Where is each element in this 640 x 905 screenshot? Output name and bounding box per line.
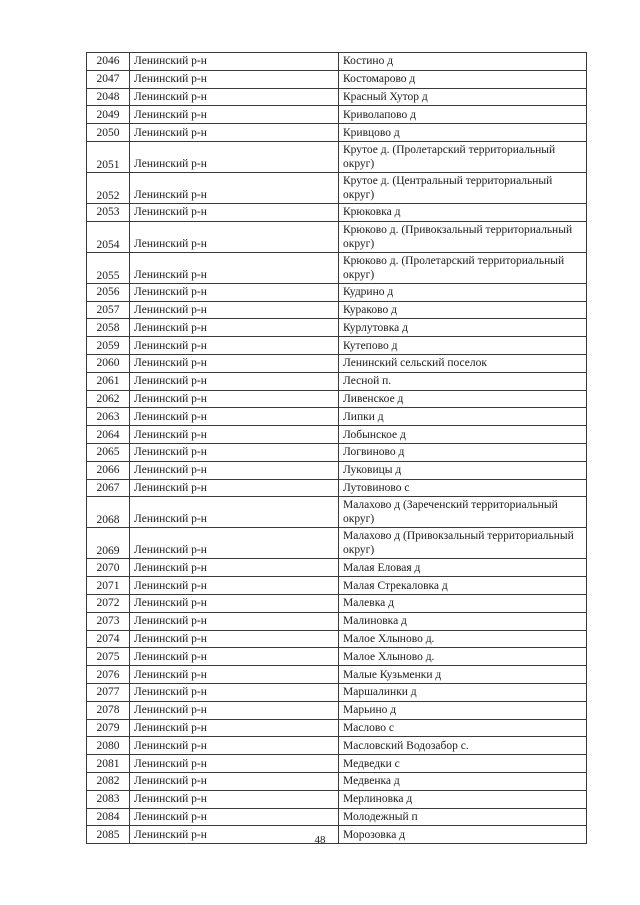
settlement-name-cell: Медведки с (339, 755, 587, 773)
settlement-name-cell: Красный Хутор д (339, 88, 587, 106)
table-row (87, 648, 587, 666)
district-cell: Ленинский р-н (130, 826, 339, 844)
table-row (87, 666, 587, 684)
row-number: 2077 (87, 683, 130, 701)
district-cell: Ленинский р-н (130, 408, 339, 426)
settlement-name-cell: Лутовиново с (339, 479, 587, 497)
table-row (87, 755, 587, 773)
settlement-name-cell: Молодежный п (339, 808, 587, 826)
district-cell: Ленинский р-н (130, 354, 339, 372)
row-number: 2049 (87, 106, 130, 124)
table-row (87, 390, 587, 408)
table-row (87, 203, 587, 221)
table-row (87, 301, 587, 319)
district-cell: Ленинский р-н (130, 719, 339, 737)
table-row (87, 408, 587, 426)
district-cell: Ленинский р-н (130, 172, 339, 203)
table-row (87, 559, 587, 577)
district-cell: Ленинский р-н (130, 70, 339, 88)
table-row (87, 88, 587, 106)
row-number: 2081 (87, 755, 130, 773)
row-number: 2062 (87, 390, 130, 408)
table-row (87, 124, 587, 142)
row-number: 2052 (87, 172, 130, 203)
district-cell: Ленинский р-н (130, 426, 339, 444)
district-cell: Ленинский р-н (130, 53, 339, 71)
row-number: 2046 (87, 53, 130, 71)
settlement-name-cell: Медвенка д (339, 772, 587, 790)
table-row (87, 737, 587, 755)
table-row (87, 354, 587, 372)
district-cell: Ленинский р-н (130, 372, 339, 390)
settlement-name-cell: Малые Кузьменки д (339, 666, 587, 684)
row-number: 2070 (87, 559, 130, 577)
row-number: 2073 (87, 612, 130, 630)
district-cell: Ленинский р-н (130, 390, 339, 408)
table-row (87, 683, 587, 701)
row-number: 2085 (87, 826, 130, 844)
row-number: 2065 (87, 443, 130, 461)
table-row (87, 252, 587, 283)
settlement-name-cell: Костомарово д (339, 70, 587, 88)
table-row (87, 70, 587, 88)
settlement-name-cell: Курлутовка д (339, 319, 587, 337)
district-cell: Ленинский р-н (130, 790, 339, 808)
table-row (87, 719, 587, 737)
district-cell: Ленинский р-н (130, 124, 339, 142)
table-row (87, 479, 587, 497)
settlement-name-cell: Лобынское д (339, 426, 587, 444)
district-cell: Ленинский р-н (130, 808, 339, 826)
settlement-name-cell: Кривцово д (339, 124, 587, 142)
table-body (87, 53, 587, 844)
district-cell: Ленинский р-н (130, 141, 339, 172)
row-number: 2055 (87, 252, 130, 283)
district-cell: Ленинский р-н (130, 594, 339, 612)
district-cell: Ленинский р-н (130, 221, 339, 252)
district-cell: Ленинский р-н (130, 755, 339, 773)
row-number: 2068 (87, 497, 130, 528)
settlement-name-cell: Крюково д. (Пролетарский территориальный округ) (339, 252, 587, 283)
district-cell: Ленинский р-н (130, 772, 339, 790)
table-row (87, 283, 587, 301)
row-number: 2067 (87, 479, 130, 497)
table-row (87, 443, 587, 461)
row-number: 2056 (87, 283, 130, 301)
settlement-name-cell: Масловский Водозабор с. (339, 737, 587, 755)
table-row (87, 53, 587, 71)
row-number: 2057 (87, 301, 130, 319)
table-row (87, 701, 587, 719)
settlement-name-cell: Липки д (339, 408, 587, 426)
district-cell: Ленинский р-н (130, 666, 339, 684)
district-cell: Ленинский р-н (130, 252, 339, 283)
table-row (87, 808, 587, 826)
row-number: 2064 (87, 426, 130, 444)
settlement-name-cell: Малое Хлыново д. (339, 630, 587, 648)
settlement-name-cell: Малевка д (339, 594, 587, 612)
row-number: 2054 (87, 221, 130, 252)
district-cell: Ленинский р-н (130, 701, 339, 719)
district-cell: Ленинский р-н (130, 283, 339, 301)
table-row (87, 497, 587, 528)
row-number: 2048 (87, 88, 130, 106)
settlement-name-cell: Малиновка д (339, 612, 587, 630)
table-row (87, 461, 587, 479)
settlement-name-cell: Марьино д (339, 701, 587, 719)
page-number: 48 (314, 834, 326, 846)
district-cell: Ленинский р-н (130, 737, 339, 755)
row-number: 2083 (87, 790, 130, 808)
district-cell: Ленинский р-н (130, 648, 339, 666)
settlement-name-cell: Крюковка д (339, 203, 587, 221)
row-number: 2075 (87, 648, 130, 666)
settlement-name-cell: Лесной п. (339, 372, 587, 390)
settlement-name-cell: Кудрино д (339, 283, 587, 301)
table-row (87, 106, 587, 124)
settlement-name-cell: Ливенское д (339, 390, 587, 408)
table-row (87, 372, 587, 390)
table-row (87, 426, 587, 444)
table-row (87, 221, 587, 252)
row-number: 2059 (87, 337, 130, 355)
row-number: 2051 (87, 141, 130, 172)
row-number: 2061 (87, 372, 130, 390)
row-number: 2072 (87, 594, 130, 612)
table-row (87, 772, 587, 790)
settlement-name-cell: Кутепово д (339, 337, 587, 355)
row-number: 2082 (87, 772, 130, 790)
district-cell: Ленинский р-н (130, 497, 339, 528)
district-cell: Ленинский р-н (130, 301, 339, 319)
settlement-name-cell: Костино д (339, 53, 587, 71)
table-row (87, 141, 587, 172)
row-number: 2063 (87, 408, 130, 426)
row-number: 2053 (87, 203, 130, 221)
settlement-name-cell: Крутое д. (Центральный территориальный округ) (339, 172, 587, 203)
settlement-name-cell: Крутое д. (Пролетарский территориальный округ) (339, 141, 587, 172)
row-number: 2078 (87, 701, 130, 719)
row-number: 2058 (87, 319, 130, 337)
district-cell: Ленинский р-н (130, 461, 339, 479)
district-cell: Ленинский р-н (130, 337, 339, 355)
district-cell: Ленинский р-н (130, 630, 339, 648)
table-row (87, 528, 587, 559)
settlement-name-cell: Малахово д (Зареченский территориальный округ) (339, 497, 587, 528)
row-number: 2060 (87, 354, 130, 372)
table-row (87, 337, 587, 355)
row-number: 2079 (87, 719, 130, 737)
settlement-name-cell: Крюково д. (Привокзальный территориальный округ) (339, 221, 587, 252)
district-cell: Ленинский р-н (130, 319, 339, 337)
settlement-name-cell: Мерлиновка д (339, 790, 587, 808)
settlement-name-cell: Луковицы д (339, 461, 587, 479)
district-cell: Ленинский р-н (130, 443, 339, 461)
row-number: 2050 (87, 124, 130, 142)
settlement-name-cell: Криволапово д (339, 106, 587, 124)
row-number: 2047 (87, 70, 130, 88)
table-row (87, 172, 587, 203)
district-cell: Ленинский р-н (130, 683, 339, 701)
settlement-name-cell: Морозовка д (339, 826, 587, 844)
settlement-name-cell: Ленинский сельский поселок (339, 354, 587, 372)
settlement-name-cell: Маслово с (339, 719, 587, 737)
row-number: 2069 (87, 528, 130, 559)
table-row (87, 594, 587, 612)
settlement-name-cell: Маршалинки д (339, 683, 587, 701)
row-number: 2080 (87, 737, 130, 755)
table-row (87, 577, 587, 595)
row-number: 2071 (87, 577, 130, 595)
settlement-name-cell: Малая Стрекаловка д (339, 577, 587, 595)
row-number: 2076 (87, 666, 130, 684)
district-cell: Ленинский р-н (130, 612, 339, 630)
settlements-table (86, 52, 587, 844)
district-cell: Ленинский р-н (130, 479, 339, 497)
settlement-name-cell: Кураково д (339, 301, 587, 319)
district-cell: Ленинский р-н (130, 88, 339, 106)
settlement-name-cell: Малахово д (Привокзальный территориальный округ) (339, 528, 587, 559)
row-number: 2084 (87, 808, 130, 826)
table-row (87, 790, 587, 808)
row-number: 2066 (87, 461, 130, 479)
district-cell: Ленинский р-н (130, 559, 339, 577)
district-cell: Ленинский р-н (130, 203, 339, 221)
settlement-name-cell: Логвиново д (339, 443, 587, 461)
district-cell: Ленинский р-н (130, 577, 339, 595)
settlement-name-cell: Малое Хлыново д. (339, 648, 587, 666)
settlement-name-cell: Малая Еловая д (339, 559, 587, 577)
table-row (87, 612, 587, 630)
district-cell: Ленинский р-н (130, 106, 339, 124)
district-cell: Ленинский р-н (130, 528, 339, 559)
row-number: 2074 (87, 630, 130, 648)
table-row (87, 630, 587, 648)
table-row (87, 319, 587, 337)
